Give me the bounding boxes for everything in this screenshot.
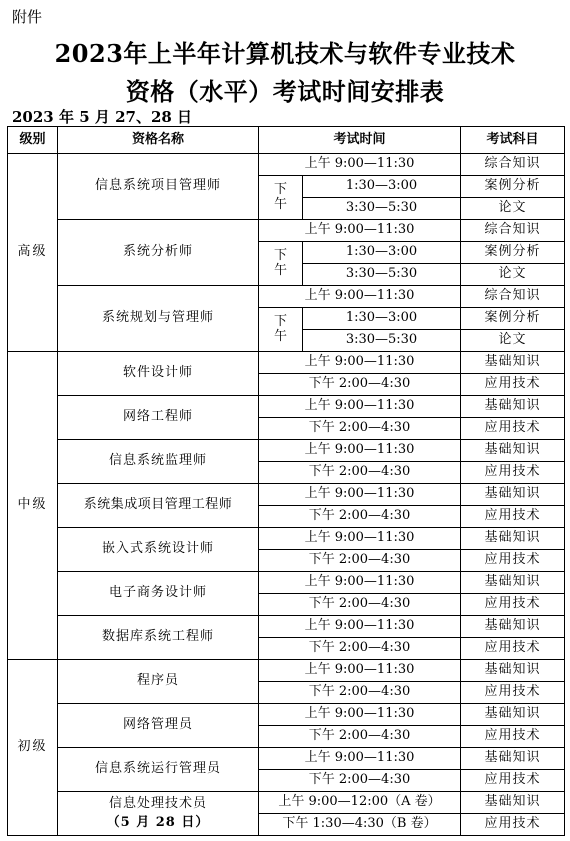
exam-subject: 应用技术 [461,418,565,440]
table-row [8,352,565,374]
exam-subject: 应用技术 [461,594,565,616]
qualification-name: 嵌入式系统设计师 [58,528,259,572]
table-row [8,396,565,418]
exam-time: 下午 2:00—4:30 [259,506,461,528]
exam-subject: 应用技术 [461,682,565,704]
level-intermediate: 中级 [8,352,58,660]
exam-time: 下午 2:00—4:30 [259,638,461,660]
qualification-name-with-date [58,792,259,836]
exam-time: 下午 2:00—4:30 [259,374,461,396]
col-header-qualification: 资格名称 [58,127,259,154]
exam-subject: 综合知识 [461,220,565,242]
exam-subject: 基础知识 [461,440,565,462]
qualification-name: 系统分析师 [58,220,259,286]
exam-subject: 基础知识 [461,704,565,726]
exam-time: 下午 2:00—4:30 [259,682,461,704]
exam-time: 上午 9:00—11:30 [259,154,461,176]
qualification-name: 信息系统运行管理员 [58,748,259,792]
exam-time: 上午 9:00—11:30 [259,286,461,308]
exam-subject: 基础知识 [461,352,565,374]
level-senior: 高级 [8,154,58,352]
exam-subject: 案例分析 [461,242,565,264]
exam-time: 下午 2:00—4:30 [259,770,461,792]
exam-subject: 应用技术 [461,814,565,836]
exam-time: 下午 2:00—4:30 [259,550,461,572]
qualification-name: 网络管理员 [58,704,259,748]
col-header-subject: 考试科目 [461,127,565,154]
col-header-exam-time: 考试时间 [259,127,461,154]
afternoon-label: 下午 [259,242,303,286]
exam-time: 上午 9:00—11:30 [259,220,461,242]
exam-subject: 基础知识 [461,396,565,418]
exam-subject: 应用技术 [461,374,565,396]
table-row [8,660,565,682]
exam-subject: 应用技术 [461,462,565,484]
qualification-name: 信息系统项目管理师 [58,154,259,220]
exam-time: 下午 2:00—4:30 [259,418,461,440]
table-row [8,792,565,814]
exam-time: 3:30—5:30 [303,198,461,220]
table-row [8,572,565,594]
qualification-name: 程序员 [58,660,259,704]
exam-date-note: （5 月 28 日） [106,814,210,830]
qualification-name: 软件设计师 [58,352,259,396]
exam-subject: 基础知识 [461,616,565,638]
qualification-name: 电子商务设计师 [58,572,259,616]
page-title-line2: 资格（水平）考试时间安排表 [125,77,445,106]
exam-subject: 基础知识 [461,748,565,770]
exam-time: 上午 9:00—11:30 [259,748,461,770]
page-title-line1: 2023年上半年计算机技术与软件专业技术 [54,39,516,68]
exam-time: 下午 2:00—4:30 [259,462,461,484]
qualification-name: 数据库系统工程师 [58,616,259,660]
exam-time: 上午 9:00—11:30 [259,660,461,682]
table-row [8,154,565,176]
exam-time: 上午 9:00—11:30 [259,572,461,594]
exam-subject: 应用技术 [461,506,565,528]
attachment-label: 附件 [12,8,43,26]
table-row [8,286,565,308]
exam-subject: 应用技术 [461,726,565,748]
afternoon-label: 下午 [259,308,303,352]
table-row [8,748,565,770]
exam-time: 上午 9:00—11:30 [259,528,461,550]
table-row [8,440,565,462]
table-row [8,528,565,550]
level-junior: 初级 [8,660,58,836]
exam-dates: 2023 年 5 月 27、28 日 [12,108,193,126]
exam-schedule-table [7,126,565,836]
table-row [8,484,565,506]
exam-subject: 应用技术 [461,550,565,572]
exam-subject: 应用技术 [461,770,565,792]
col-header-level: 级别 [8,127,58,154]
exam-subject: 基础知识 [461,528,565,550]
qualification-name: 信息处理技术员 [108,795,207,811]
exam-time: 下午 2:00—4:30 [259,594,461,616]
exam-time: 1:30—3:00 [303,176,461,198]
exam-time: 1:30—3:00 [303,308,461,330]
exam-subject: 应用技术 [461,638,565,660]
table-row [8,704,565,726]
exam-subject: 案例分析 [461,176,565,198]
exam-time: 上午 9:00—11:30 [259,704,461,726]
exam-time: 上午 9:00—11:30 [259,616,461,638]
exam-time: 上午 9:00—12:00（A 卷） [259,792,461,814]
qualification-name: 网络工程师 [58,396,259,440]
exam-time: 上午 9:00—11:30 [259,440,461,462]
exam-subject: 综合知识 [461,286,565,308]
exam-time: 1:30—3:00 [303,242,461,264]
qualification-name: 系统规划与管理师 [58,286,259,352]
exam-time: 3:30—5:30 [303,264,461,286]
table-row [8,616,565,638]
qualification-name: 系统集成项目管理工程师 [58,484,259,528]
exam-subject: 基础知识 [461,660,565,682]
exam-time: 上午 9:00—11:30 [259,484,461,506]
table-row [8,220,565,242]
exam-subject: 案例分析 [461,308,565,330]
exam-time: 下午 1:30—4:30（B 卷） [259,814,461,836]
exam-subject: 基础知识 [461,572,565,594]
exam-subject: 论文 [461,330,565,352]
exam-time: 下午 2:00—4:30 [259,726,461,748]
exam-subject: 论文 [461,264,565,286]
exam-subject: 综合知识 [461,154,565,176]
afternoon-label: 下午 [259,176,303,220]
exam-time: 上午 9:00—11:30 [259,352,461,374]
table-header-row [8,127,565,154]
exam-subject: 论文 [461,198,565,220]
exam-subject: 基础知识 [461,484,565,506]
exam-time: 上午 9:00—11:30 [259,396,461,418]
exam-time: 3:30—5:30 [303,330,461,352]
exam-subject: 基础知识 [461,792,565,814]
qualification-name: 信息系统监理师 [58,440,259,484]
